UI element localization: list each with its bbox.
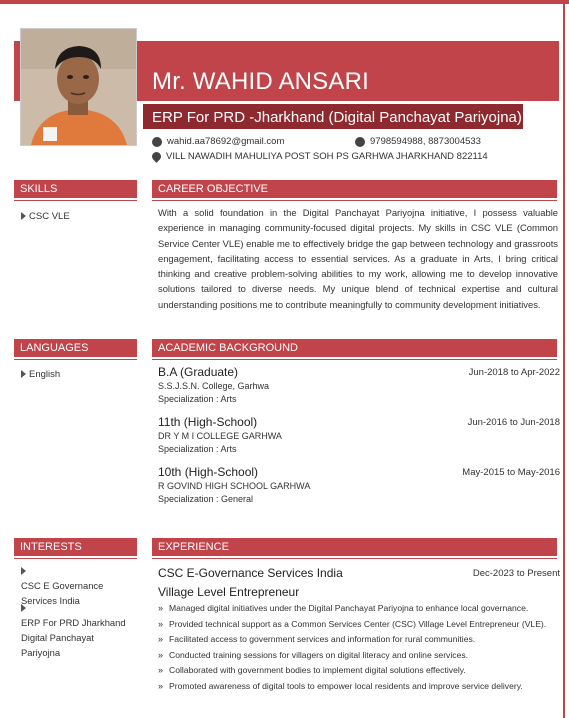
skill-item: CSC VLE	[21, 211, 70, 222]
phone-icon	[355, 137, 365, 147]
experience-bullet: » Promoted awareness of digital tools to empower local residents and improve service delivery.	[158, 680, 523, 691]
double-chevron-icon: »	[158, 634, 164, 644]
education-item	[158, 415, 560, 454]
interests-heading: INTERESTS	[14, 538, 137, 556]
education-date: May-2015 to May-2016	[462, 467, 560, 478]
degree-title: 11th (High-School)	[158, 415, 258, 429]
experience-bullet: » Facilitated access to government services and information for rural communities.	[158, 634, 476, 644]
location-pin-icon	[150, 150, 163, 163]
specialization: Specialization : Arts	[158, 444, 237, 454]
experience-bullet: » Conducted training sessions for villagers on digital literacy and online services.	[158, 649, 469, 660]
double-chevron-icon: »	[158, 665, 164, 675]
degree-title: 10th (High-School)	[158, 465, 259, 479]
education-item	[158, 465, 560, 504]
address-row	[152, 151, 488, 162]
email-row	[152, 136, 284, 147]
experience-date: Dec-2023 to Present	[472, 568, 560, 579]
organization-name: CSC E-Governance Services India	[158, 566, 343, 580]
top-border	[0, 0, 569, 4]
double-chevron-icon: »	[158, 603, 164, 613]
email-text: wahid.aa78692@gmail.com	[167, 136, 285, 147]
academic-heading: ACADEMIC BACKGROUND	[152, 339, 557, 357]
interest-item: CSC E Governance Services India	[21, 563, 141, 608]
institute-name: DR Y M I COLLEGE GARHWA	[158, 431, 282, 441]
languages-divider	[14, 359, 137, 360]
address-text: VILL NAWADIH MAHULIYA POST SOH PS GARHWA JHARKHAND 822114	[166, 151, 488, 162]
specialization: Specialization : Arts	[158, 394, 237, 404]
bullet-triangle-icon	[21, 604, 26, 612]
bullet-triangle-icon	[21, 212, 26, 220]
double-chevron-icon: »	[158, 618, 164, 629]
education-date: Jun-2018 to Apr-2022	[468, 367, 560, 378]
objective-text: With a solid foundation in the Digital Panchayat Pariyojna initiative, I possess valuable experience in managing community-focused digital projects. My skills in CSC VLE (Common Service Center VLE) enable me to effectively bridge the gap between technology and grassroots engagement, facilitating access to essential services. As a graduate in Arts, I bring critical thinking and creative problem-solving abilities to my work, allowing me to develop innovative solutions tailored to diverse needs. My unique blend of technical expertise and cultural understanding positions me to contribute meaningfully to community development initiatives.	[158, 207, 558, 310]
experience-bullets	[158, 602, 560, 692]
experience-bullet: » Managed digital initiatives under the Digital Panchayat Pariyojna to enhance local governance.	[158, 603, 529, 613]
bullet-triangle-icon	[21, 567, 26, 575]
experience-heading: EXPERIENCE	[152, 538, 557, 556]
candidate-name: Mr. WAHID ANSARI	[152, 68, 369, 95]
bullet-triangle-icon	[21, 370, 26, 378]
interests-divider	[14, 558, 137, 559]
phone-text: 9798594988, 8873004533	[370, 136, 481, 147]
candidate-title: ERP For PRD -Jharkhand (Digital Panchayat Pariyojna)	[152, 109, 522, 126]
experience-bullet: » Collaborated with government bodies to implement digital solutions effectively.	[158, 665, 466, 675]
interest-item: ERP For PRD Jharkhand Digital Panchayat Pariyojna	[21, 600, 141, 660]
skills-heading: SKILLS	[14, 180, 137, 198]
experience-item	[158, 566, 560, 695]
experience-divider	[152, 558, 557, 559]
skills-divider	[14, 200, 137, 201]
institute-name: S.S.J.S.N. College, Garhwa	[158, 381, 270, 391]
objective-heading: CAREER OBJECTIVE	[152, 180, 557, 198]
languages-heading: LANGUAGES	[14, 339, 137, 357]
academic-divider	[152, 359, 557, 360]
education-item	[158, 365, 560, 404]
degree-title: B.A (Graduate)	[158, 365, 239, 379]
education-date: Jun-2016 to Jun-2018	[467, 417, 560, 428]
specialization: Specialization : General	[158, 494, 254, 504]
objective-divider	[152, 200, 557, 201]
language-item: English	[21, 369, 60, 380]
profile-photo-image	[21, 29, 136, 145]
experience-bullet: » Provided technical support as a Common Services Center (CSC) Village Level Entrepreneur (VLE).	[158, 618, 547, 629]
right-border	[563, 4, 565, 718]
double-chevron-icon: »	[158, 649, 164, 660]
role-title: Village Level Entrepreneur	[158, 585, 300, 599]
envelope-icon	[152, 137, 162, 147]
institute-name: R GOVIND HIGH SCHOOL GARHWA	[158, 481, 311, 491]
profile-photo	[20, 28, 137, 146]
double-chevron-icon: »	[158, 680, 164, 691]
phone-row	[355, 136, 481, 147]
